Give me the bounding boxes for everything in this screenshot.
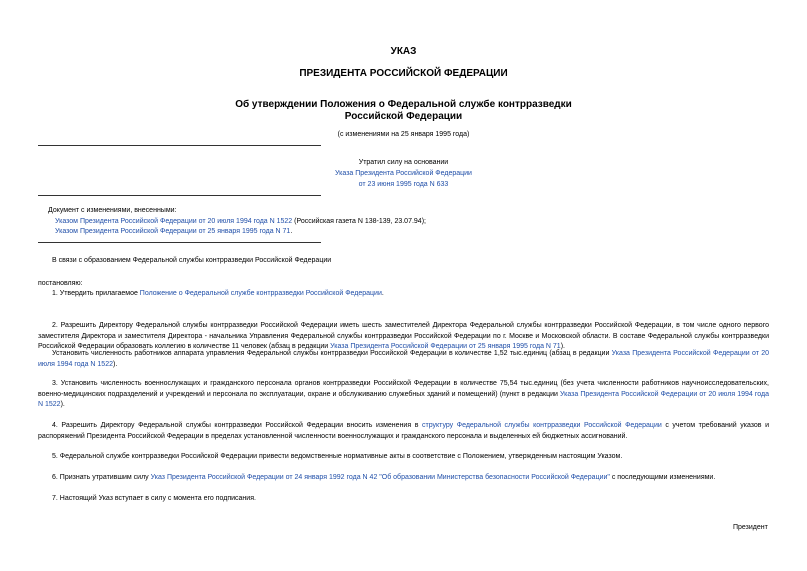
paragraph-6: 5. Федеральной службе контрразведки Российской Федерации привести ведомственные нормативные акты в соответствие с Положением, утвержденным настоящим Указом. — [52, 453, 623, 460]
structure-link[interactable]: структуру Федеральной службы контрразведки Российской Федерации — [422, 422, 662, 429]
preamble: В связи с образованием Федеральной службы контрразведки Российской Федерации — [52, 257, 332, 264]
decree-word: постановляю: — [38, 280, 83, 287]
document-heading — [0, 99, 807, 123]
paragraph-3: Установить численность работников аппарата управления Федеральной службы контрразведки Российской Федерации в количестве 1,52 тыс.единиц (абзац в редакции Указа Президента Российской Федерации от 20 июля 1994 года N 1522). — [38, 350, 769, 368]
paragraph-1: 1. Утвердить прилагаемое Положение о Федеральной службе контрразведки Российской Федерации. — [52, 290, 384, 297]
heading-line-1: Об утверждении Положения о Федеральной службе контрразведки — [235, 99, 572, 110]
edition-note: (с изменениями на 25 января 1995 года) — [337, 131, 470, 138]
paragraph-4: 3. Установить численность военнослужащих и гражданского персонала органов контрразведки Российской Федерации в количестве 75,54 тыс.единиц (без учета численности работников научноисследовательских, военно-медицинских подразделений и учреждений и персонала по эксплуатации, охране и обслуживанию служебных зданий и помещений) (пункт в редакции Указа Президента Российской Федерации от 20 июля 1994 года N 1522). — [38, 380, 769, 408]
invalidation-text: Утратил силу на основании — [358, 159, 449, 166]
p4-link[interactable]: Указа Президента Российской Федерации от 20 июля 1994 года N 1522 — [38, 390, 769, 408]
p3-link[interactable]: Указа Президента Российской Федерации от 20 июля 1994 года N 1522 — [38, 350, 769, 368]
regulation-link[interactable]: Положение о Федеральной службе контрразведки Российской Федерации — [139, 290, 382, 297]
paragraph-7: 6. Признать утратившим силу Указ Президента Российской Федерации от 24 января 1992 года N 42 "Об образовании Министерства безопасности Российской Федерации" с последующими изменениями. — [52, 474, 716, 481]
amendment-link-2[interactable]: Указом Президента Российской Федерации от 25 января 1995 года N 71 — [55, 228, 291, 235]
divider-1 — [38, 145, 321, 146]
invalidation-note — [0, 157, 807, 190]
repealed-decree-link[interactable]: Указ Президента Российской Федерации от 24 января 1992 года N 42 "Об образовании Министерства безопасности Российской Федерации" — [150, 474, 610, 481]
paragraph-2: 2. Разрешить Директору Федеральной службы контрразведки Российской Федерации иметь шесть заместителей Директора Федеральной службы контрразведки Российской Федерации, в том числе одного первого заместителя Директора и заместителя Директора - начальника Управления Федеральной службы контрразведки Российской Федерации по г. Москве и Московской области. В составе Федеральной службы контрразведки Российской Федерации образовать коллегию в количестве 11 человек (абзац в редакции Указа Президента Российской Федерации от 25 января 1995 года N 71). — [38, 322, 769, 350]
p2-link[interactable]: Указа Президента Российской Федерации от 25 января 1995 года N 71 — [330, 343, 561, 350]
paragraph-5: 4. Разрешить Директору Федеральной службы контрразведки Российской Федерации вносить изменения в структуру Федеральной службы контрразведки Российской Федерации с учетом требований указов и распоряжений Президента Российской Федерации в пределах установленной численности военнослужащих и гражданского персонала и выделенных ей бюджетных ассигнований. — [38, 422, 769, 440]
amendments-block — [48, 206, 748, 238]
divider-3 — [38, 242, 321, 243]
signature-label: Президент — [733, 524, 768, 531]
heading-line-2: Российской Федерации — [344, 111, 463, 122]
amendment-link-1[interactable]: Указом Президента Российской Федерации от 20 июля 1994 года N 1522 — [55, 217, 293, 225]
invalidation-link-2[interactable]: от 23 июня 1995 года N 633 — [358, 181, 449, 188]
document-subtitle: ПРЕЗИДЕНТА РОССИЙСКОЙ ФЕДЕРАЦИИ — [299, 68, 508, 79]
amendment-item-1: Указом Президента Российской Федерации от 20 июля 1994 года N 1522 (Российская газета N 138-139, 23.07.94); — [55, 217, 426, 225]
amendment-item-2: Указом Президента Российской Федерации от 25 января 1995 года N 71. — [55, 228, 293, 235]
document-title: УКАЗ — [390, 46, 417, 57]
amendments-intro: Документ с изменениями, внесенными: — [48, 207, 177, 214]
paragraph-8: 7. Настоящий Указ вступает в силу с момента его подписания. — [52, 495, 256, 502]
invalidation-link-1[interactable]: Указа Президента Российской Федерации — [335, 170, 472, 177]
divider-2 — [38, 195, 321, 196]
